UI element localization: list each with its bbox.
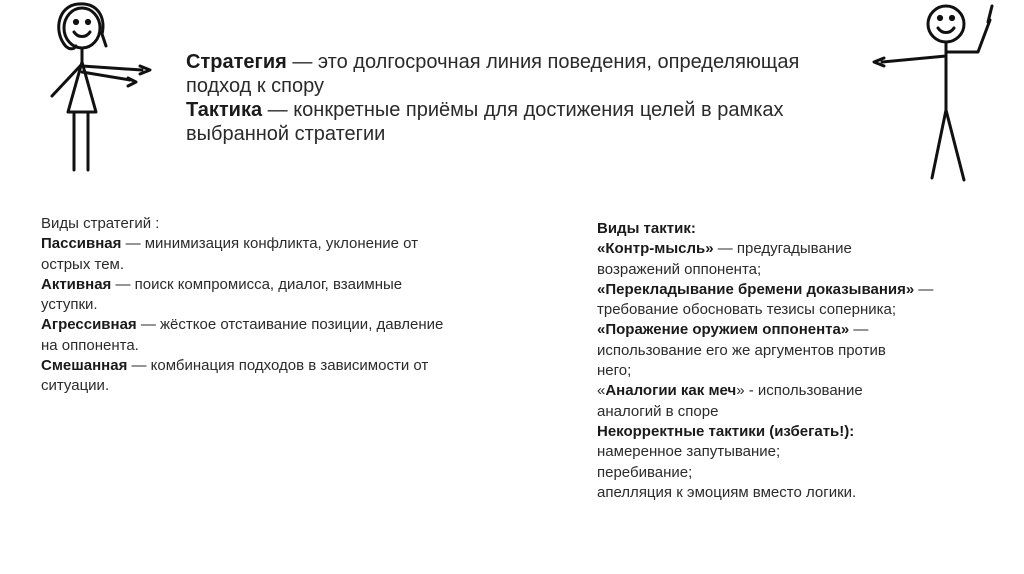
strategy-item-text-cont: ситуации. <box>41 377 110 395</box>
tactic-item-term: Аналогии как меч <box>605 382 737 400</box>
list-item: апелляция к эмоциям вместо логики. <box>597 483 857 501</box>
tactic-item-term: «Контр-мысль» <box>597 240 714 258</box>
tactic-item-prefix: « <box>597 382 606 400</box>
strategy-item-text: — поиск компромисса, диалог, взаимные <box>111 275 403 293</box>
list-item <box>41 234 521 254</box>
tactic-definition <box>186 98 876 122</box>
strategy-item-text: — жёсткое отстаивание позиции, давление <box>136 316 444 334</box>
list-item <box>597 239 997 259</box>
tactic-item-term: «Поражение оружием оппонента» <box>597 321 850 339</box>
tactic-item-text: — предугадывание <box>713 240 852 258</box>
strategy-term: Стратегия <box>186 51 287 73</box>
tactics-heading: Виды тактик: <box>597 220 696 237</box>
tactic-item-text: — <box>849 321 869 339</box>
strategies-list <box>41 214 521 397</box>
strategy-item-term: Агрессивная <box>41 316 137 334</box>
strategy-item-text: — минимизация конфликта, уклонение от <box>121 235 419 253</box>
strategy-text-line-1: — это долгосрочная линия поведения, определяющая <box>286 51 800 73</box>
strategy-item-text-cont: острых тем. <box>41 255 125 273</box>
strategy-item-term: Пассивная <box>41 235 122 253</box>
tactic-item-text-cont: него; <box>597 362 632 380</box>
tactic-item-text-cont: аналогий в споре <box>597 402 719 420</box>
strategy-definition <box>186 50 876 74</box>
list-item: перебивание; <box>597 463 693 481</box>
stick-figure-man-pointing-icon <box>868 0 1008 200</box>
tactic-text-line-2: выбранной стратегии <box>186 123 386 145</box>
list-item <box>41 275 521 295</box>
list-item <box>41 356 521 376</box>
tactic-item-text-cont: требование обосновать тезисы соперника; <box>597 301 897 319</box>
strategies-heading: Виды стратегий : <box>41 215 160 232</box>
tactic-item-text-cont: использование его же аргументов против <box>597 341 886 359</box>
stick-figure-girl-pointing-icon <box>40 0 155 180</box>
strategy-item-text-cont: на оппонента. <box>41 336 139 354</box>
tactic-item-text-cont: возражений оппонента; <box>597 260 762 278</box>
tactic-item-term: «Перекладывание бремени доказывания» <box>597 280 915 298</box>
list-item <box>41 315 521 335</box>
list-item <box>597 320 997 340</box>
tactic-term: Тактика <box>186 99 263 121</box>
definitions-block <box>186 50 876 146</box>
list-item <box>597 280 997 300</box>
tactics-list <box>597 219 997 503</box>
list-item <box>597 381 997 401</box>
tactic-text-line-1: — конкретные приёмы для достижения целей в рамках <box>262 99 784 121</box>
tactic-item-text: — <box>914 280 934 298</box>
strategy-text-line-2: подход к спору <box>186 75 325 97</box>
strategy-item-term: Смешанная <box>41 357 128 375</box>
strategy-item-term: Активная <box>41 275 112 293</box>
list-item: намеренное запутывание; <box>597 443 781 461</box>
tactic-item-text: » - использование <box>736 382 863 400</box>
strategy-item-text-cont: уступки. <box>41 296 98 314</box>
strategy-item-text: — комбинация подходов в зависимости от <box>127 357 429 375</box>
incorrect-tactics-heading: Некорректные тактики (избегать!): <box>597 422 855 440</box>
